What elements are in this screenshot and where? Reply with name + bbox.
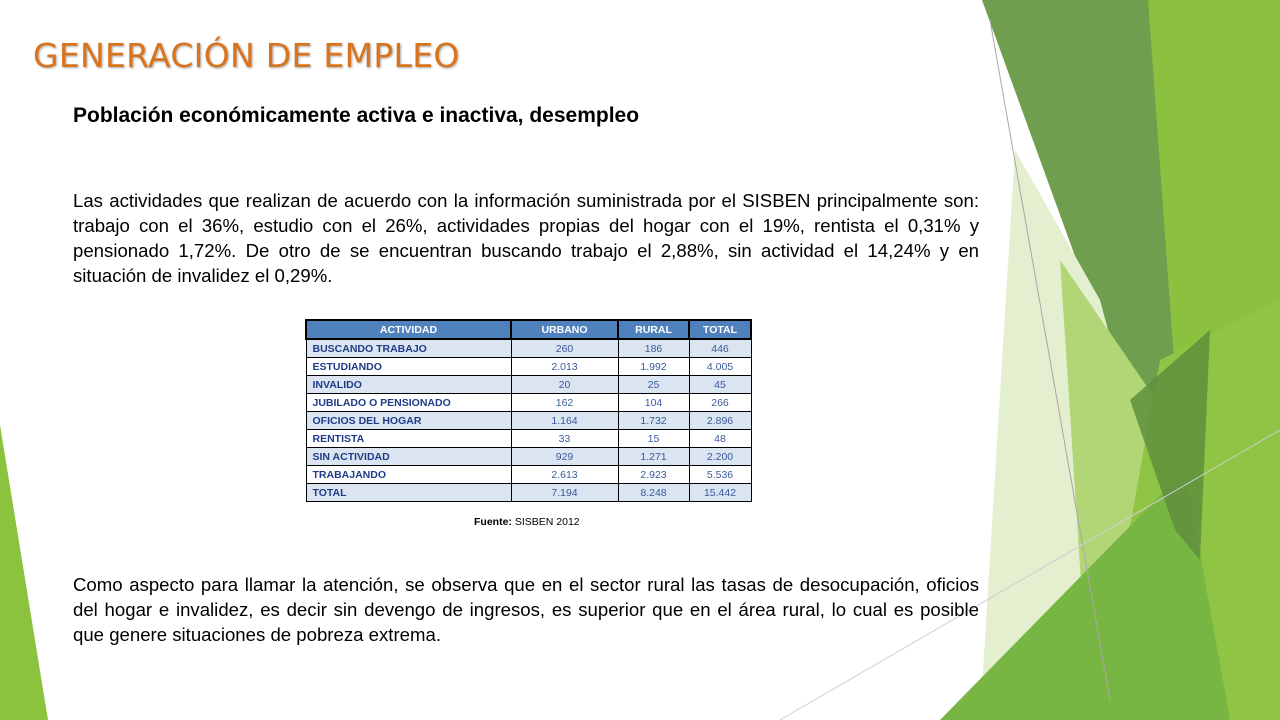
table-cell: 1.992 <box>618 358 689 376</box>
table-cell: 20 <box>511 376 618 394</box>
paragraph-activities: Las actividades que realizan de acuerdo con la información suministrada por el SISBEN principalmente son: trabajo con el 36%, estudio con el 26%, actividades propias del hogar con el 19%, rentista el 0,31% y pensionado 1,72%. De otro de se encuentran buscando trabajo el 2,88%, sin actividad el 14,24% y en situación de invalidez el 0,29%. <box>73 190 979 286</box>
slide-title: GENERACIÓN DE EMPLEO <box>33 36 460 75</box>
table-cell: 446 <box>689 339 751 358</box>
table-cell: OFICIOS DEL HOGAR <box>306 412 511 430</box>
table-cell: 45 <box>689 376 751 394</box>
table-cell: 1.271 <box>618 448 689 466</box>
table-cell: 1.732 <box>618 412 689 430</box>
slide-subtitle: Población económicamente activa e inactiva, desempleo <box>73 104 640 127</box>
table-total-row <box>306 484 751 502</box>
source-value: SISBEN 2012 <box>514 516 580 528</box>
table-cell: 48 <box>689 430 751 448</box>
table-cell: RENTISTA <box>306 430 511 448</box>
table-cell: 186 <box>618 339 689 358</box>
table-cell: 1.164 <box>511 412 618 430</box>
table-cell: 2.923 <box>618 466 689 484</box>
paragraph-observation: Como aspecto para llamar la atención, se observa que en el sector rural las tasas de desocupación, oficios del hogar e invalidez, es decir sin devengo de ingresos, es superior que en el área rural, lo cual es posible que genere situaciones de pobreza extrema. <box>73 574 979 645</box>
table-cell: 5.536 <box>689 466 751 484</box>
table-cell: 2.013 <box>511 358 618 376</box>
table-header-row <box>306 320 751 339</box>
table-source-caption <box>474 516 580 528</box>
table-cell: 2.896 <box>689 412 751 430</box>
table-cell: 8.248 <box>618 484 689 502</box>
table-row <box>306 466 751 484</box>
table-cell: 33 <box>511 430 618 448</box>
table-header-cell: ACTIVIDAD <box>306 320 511 339</box>
table-row <box>306 394 751 412</box>
left-green-triangle <box>0 425 48 720</box>
table-cell: 266 <box>689 394 751 412</box>
table-cell: 162 <box>511 394 618 412</box>
table-cell: ESTUDIANDO <box>306 358 511 376</box>
table-cell: 260 <box>511 339 618 358</box>
table-header-cell: RURAL <box>618 320 689 339</box>
table-cell: 4.005 <box>689 358 751 376</box>
table-header-cell: TOTAL <box>689 320 751 339</box>
table-cell: 2.613 <box>511 466 618 484</box>
table-row <box>306 339 751 358</box>
table-cell: 15 <box>618 430 689 448</box>
table-cell: TRABAJANDO <box>306 466 511 484</box>
table-row <box>306 448 751 466</box>
table-header-cell: URBANO <box>511 320 618 339</box>
activity-table <box>305 319 752 502</box>
table-row <box>306 376 751 394</box>
table-cell: SIN ACTIVIDAD <box>306 448 511 466</box>
table-cell: TOTAL <box>306 484 511 502</box>
table-cell: 104 <box>618 394 689 412</box>
source-label: Fuente: <box>474 516 512 528</box>
table-cell: 7.194 <box>511 484 618 502</box>
table-cell: BUSCANDO TRABAJO <box>306 339 511 358</box>
table-cell: JUBILADO O PENSIONADO <box>306 394 511 412</box>
table-cell: 25 <box>618 376 689 394</box>
table-row <box>306 430 751 448</box>
table-row <box>306 358 751 376</box>
table-cell: INVALIDO <box>306 376 511 394</box>
table-cell: 15.442 <box>689 484 751 502</box>
table-cell: 2.200 <box>689 448 751 466</box>
table-row <box>306 412 751 430</box>
table-cell: 929 <box>511 448 618 466</box>
